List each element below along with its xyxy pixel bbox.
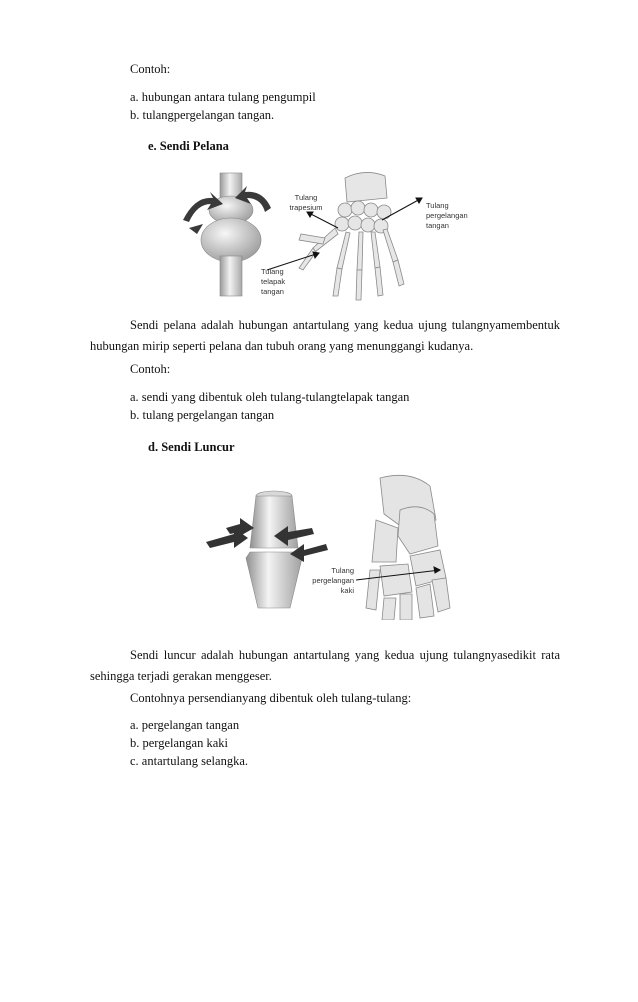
list-item: b. pergelangan kaki (130, 736, 228, 750)
label-tulang-pergelangan-kaki: Tulang pergelangan kaki (312, 566, 354, 595)
list-item: b. tulangpergelangan tangan. (130, 108, 275, 122)
label-tulang-trapesium: Tulang trapesium (289, 193, 323, 212)
heading-sendi-luncur: d. Sendi Luncur (148, 440, 235, 454)
list-item: c. antartulang selangka. (130, 754, 249, 768)
list-item: a. pergelangan tangan (130, 718, 240, 732)
example-label-top: Contoh: (130, 62, 171, 76)
saddle-joint-model (183, 173, 271, 296)
label-tulang-pergelangan-tangan: Tulang pergelangan tangan (426, 201, 468, 230)
saddle-joint-figure (175, 168, 475, 303)
heading-sendi-pelana: e. Sendi Pelana (148, 139, 229, 153)
list-item: a. sendi yang dibentuk oleh tulang-tulangtelapak tangan (130, 390, 410, 404)
label-tulang-telapak-tangan: Tulang telapak tangan (261, 267, 286, 296)
gliding-joint-figure (200, 470, 460, 620)
list-item: a. hubungan antara tulang pengumpil (130, 90, 316, 104)
example-label-pelana: Contoh: (130, 362, 171, 376)
foot-bone-illustration (366, 475, 450, 620)
list-item: b. tulang pergelangan tangan (130, 408, 275, 422)
hand-bone-illustration (299, 172, 404, 300)
example-label-luncur: Contohnya persendianyang dibentuk oleh tulang-tulang: (130, 691, 412, 705)
paragraph-sendi-pelana: Sendi pelana adalah hubungan antartulang yang kedua ujung tulangnyamembentuk hubungan mirip seperti pelana dan tubuh orang yang menunggangi kudanya. (90, 318, 560, 353)
paragraph-sendi-luncur: Sendi luncur adalah hubungan antartulang yang kedua ujung tulangnyasedikit rata sehingga terjadi gerakan menggeser. (90, 648, 560, 683)
